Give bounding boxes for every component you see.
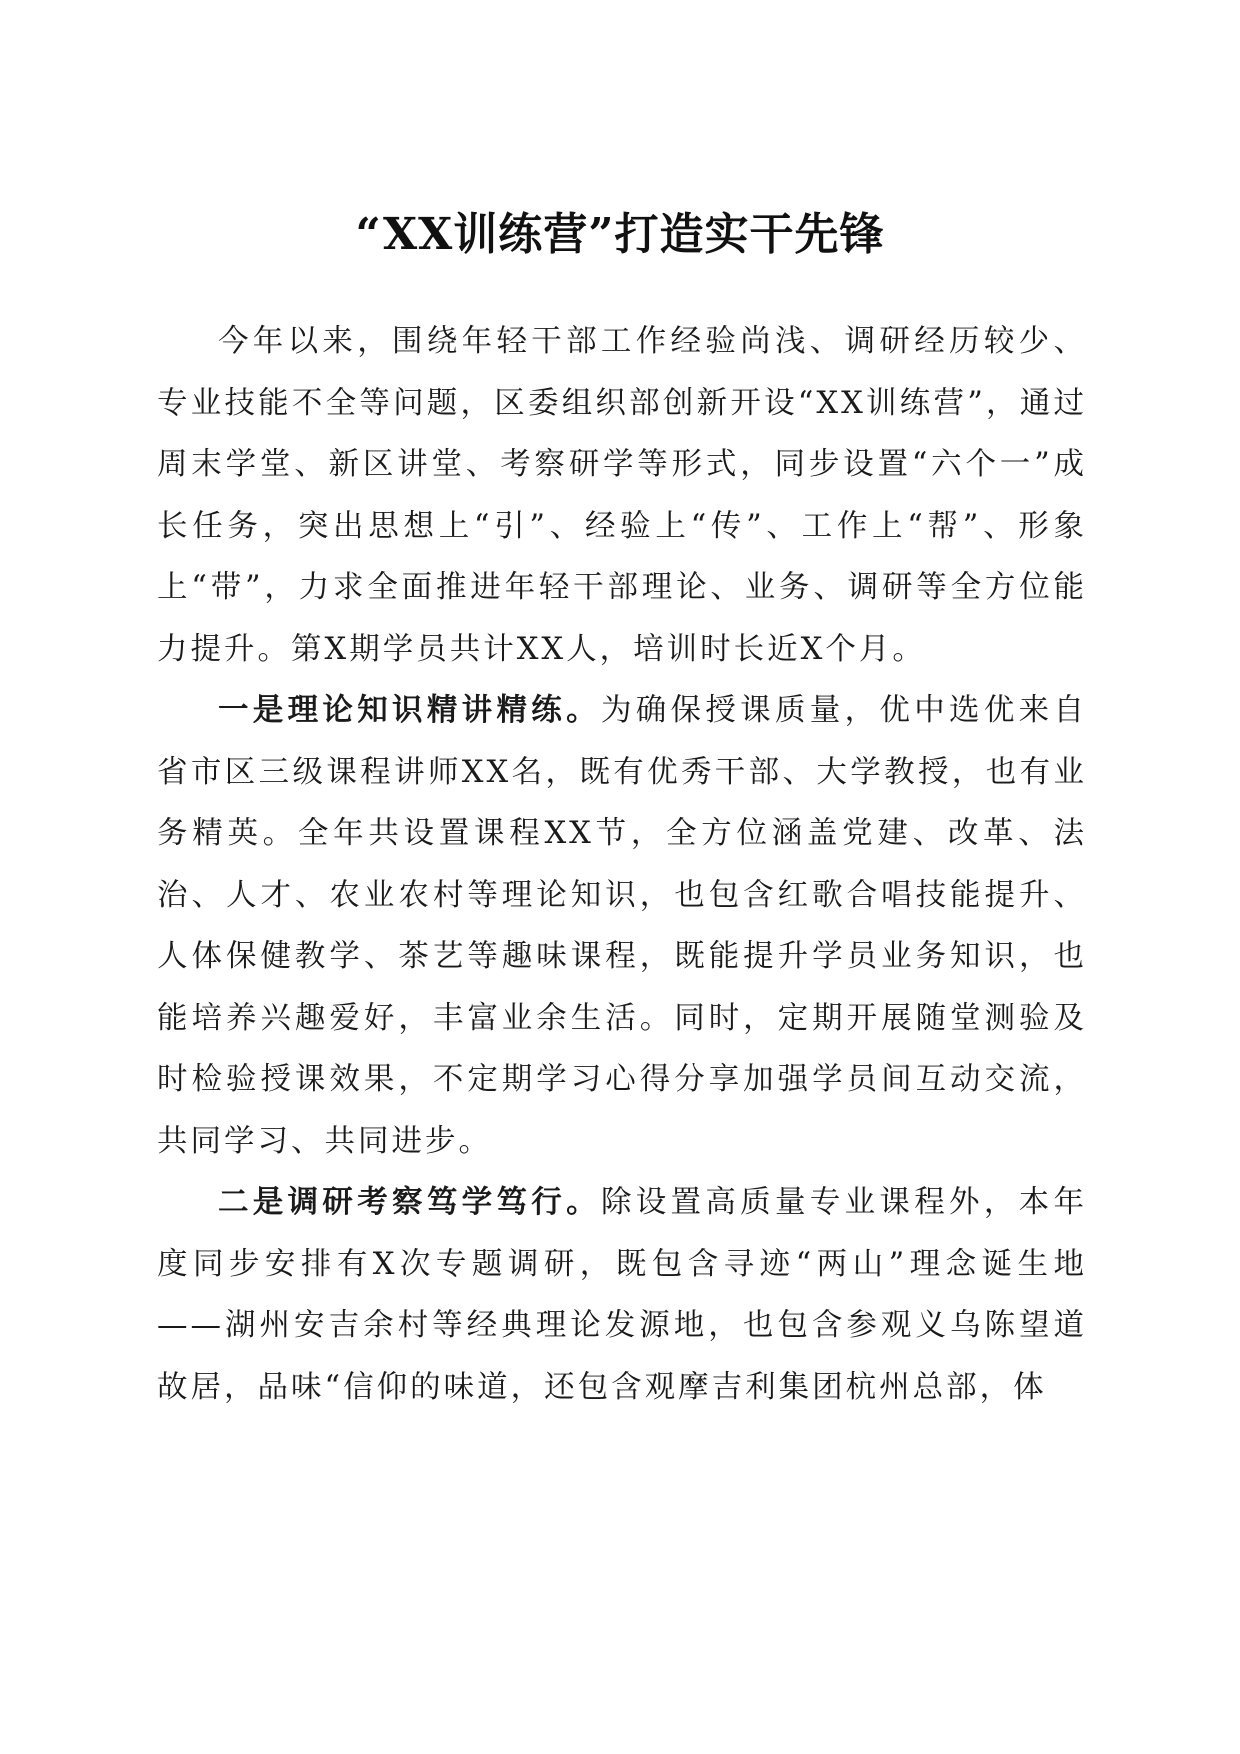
paragraph-text: 除设置高质量专业课程外，本年度同步安排有X次专题调研，既包含寻迹“两山”理念诞生地——湖州安吉余村等经典理论发源地，也包含参观义乌陈望道故居，品味“信仰的味道，还包含观摩吉利集团杭州总部，体 [157, 1185, 1087, 1405]
paragraph-lead: 一是理论知识精讲精练。 [218, 692, 601, 728]
page-title: “XX训练营”打造实干先锋 [355, 209, 885, 261]
paragraph-intro [157, 311, 1087, 680]
document-body [157, 311, 1087, 1418]
paragraph-text: 今年以来，围绕年轻干部工作经验尚浅、调研经历较少、专业技能不全等问题，区委组织部创新开设“XX训练营”，通过周末学堂、新区讲堂、考察研学等形式，同步设置“六个一”成长任务，突出思想上“引”、经验上“传”、工作上“帮”、形象上“带”，力求全面推进年轻干部理论、业务、调研等全方位能力提升。第X期学员共计XX人，培训时长近X个月。 [157, 324, 1087, 667]
paragraph-theory [157, 680, 1087, 1172]
paragraph-text: 为确保授课质量，优中选优来自省市区三级课程讲师XX名，既有优秀干部、大学教授，也有业务精英。全年共设置课程XX节，全方位涵盖党建、改革、法治、人才、农业农村等理论知识，也包含红歌合唱技能提升、人体保健教学、茶艺等趣味课程，既能提升学员业务知识，也能培养兴趣爱好，丰富业余生活。同时，定期开展随堂测验及时检验授课效果，不定期学习心得分享加强学员间互动交流，共同学习、共同进步。 [157, 693, 1087, 1159]
paragraph-lead: 二是调研考察笃学笃行。 [218, 1184, 601, 1220]
paragraph-research [157, 1172, 1087, 1418]
